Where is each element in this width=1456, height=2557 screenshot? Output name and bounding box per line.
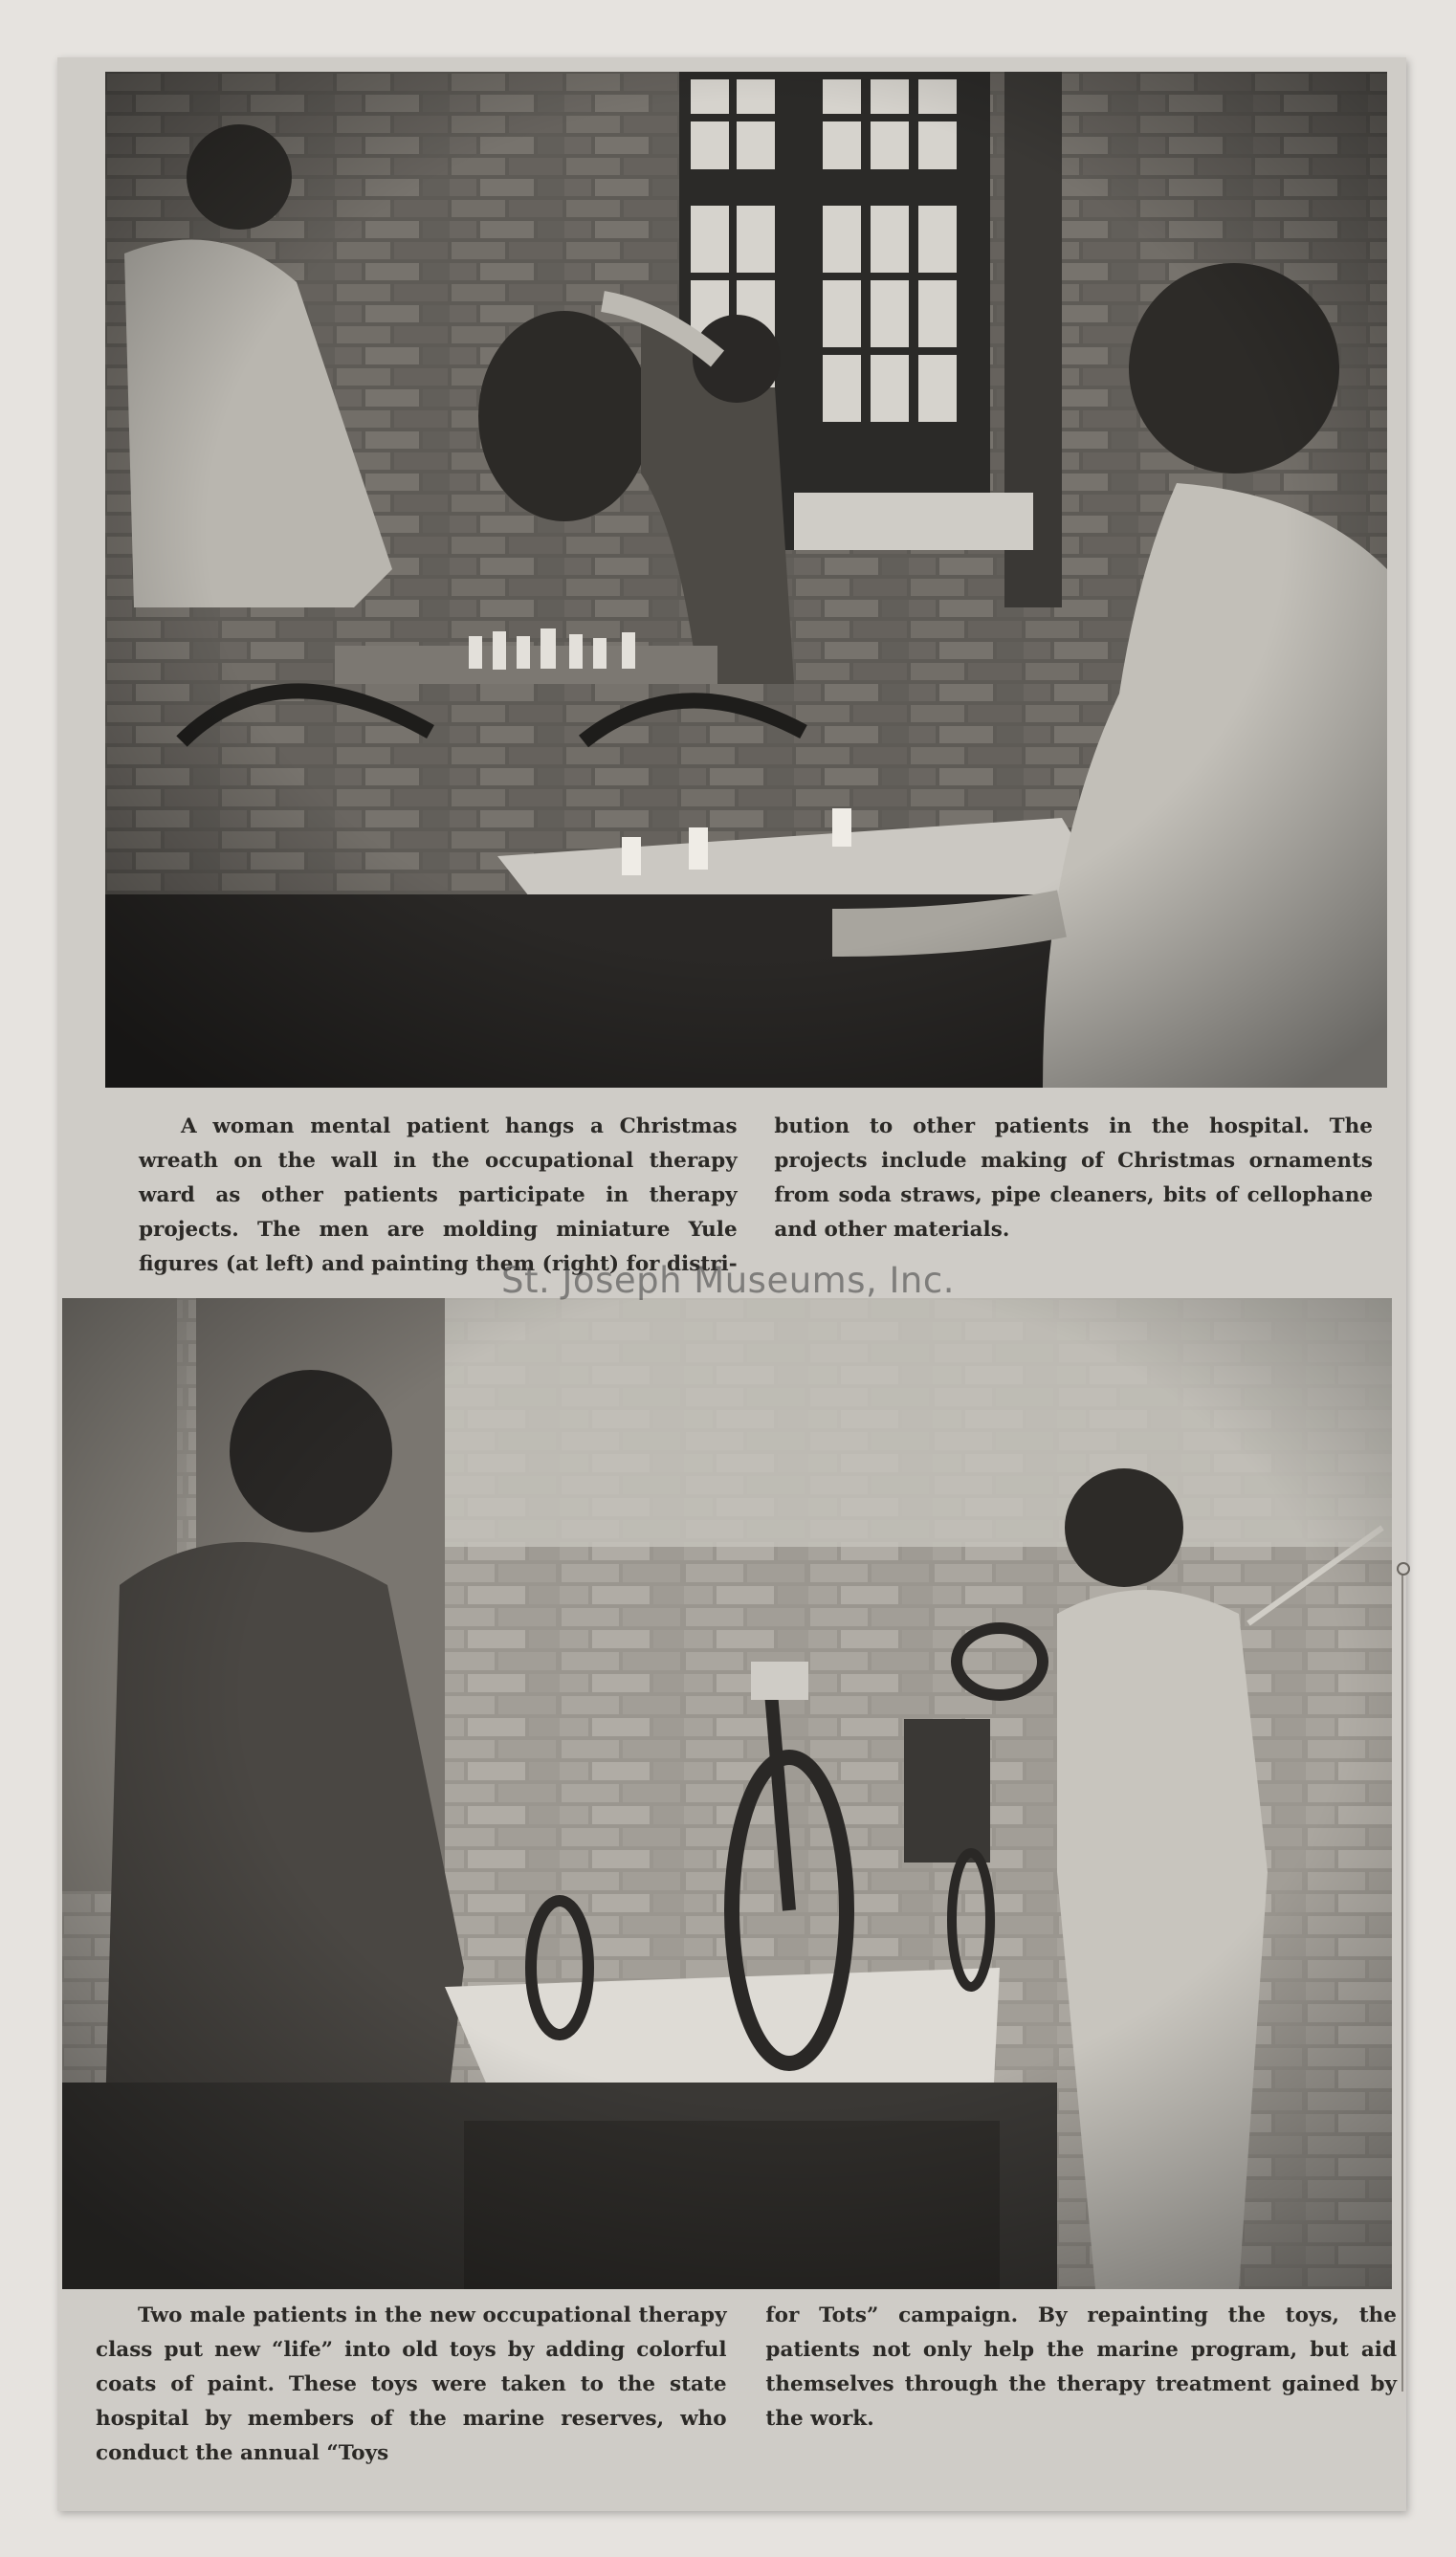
caption-top-column-1: A woman mental patient hangs a Christmas wreath on the wall in the occupational therapy ward as other patients participate in therapy projects. The men are molding miniature Yule figures (at left) and painting them (right) for distri-: [139, 1114, 738, 1276]
caption-top-column-2: bution to other patients in the hospital. The projects include making of Christmas ornaments from soda straws, pipe cleaners, bits of cellophane and other materials.: [774, 1114, 1373, 1242]
photo-top-image: [105, 72, 1387, 1088]
caption-bottom-column-1: Two male patients in the new occupational therapy class put new “life” into old toys by adding colorful coats of paint. These toys were taken to the state hospital by members of the marine reserves, who conduct the annual “Toys: [96, 2304, 727, 2465]
caption-bottom-column-2: for Tots” campaign. By repainting the toys, the patients not only help the marine program, but aid themselves through the therapy treatment gained by the work.: [765, 2304, 1397, 2431]
caption-top: [139, 1110, 1373, 1282]
photo-bottom-image: [62, 1298, 1392, 2289]
clipping-edge-line: [1401, 1569, 1403, 2392]
photo-occupational-therapy-ward: [105, 72, 1387, 1088]
photo-painting-toys: [62, 1298, 1392, 2289]
caption-bottom: [96, 2299, 1397, 2471]
watermark: St. Joseph Museums, Inc.: [501, 1260, 955, 1301]
clipping-edge-pin: [1397, 1562, 1410, 1576]
